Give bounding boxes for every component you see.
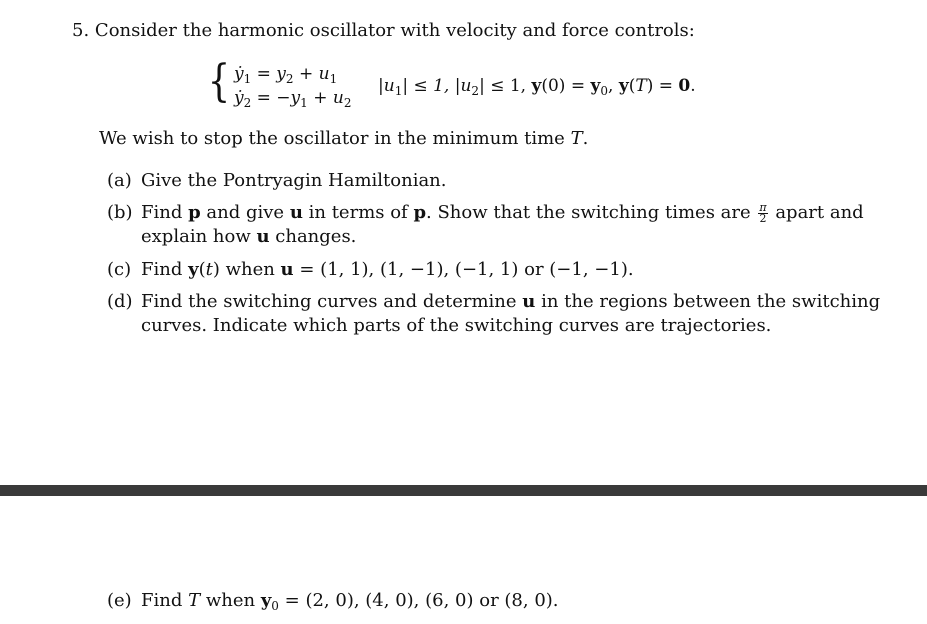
part-c-label: (c) <box>107 259 132 280</box>
part-b-label: (b) <box>107 202 133 223</box>
part-d-line-2: curves. Indicate which parts of the switching curves are trajectories. <box>141 315 772 336</box>
part-a-text: Give the Pontryagin Hamiltonian. <box>141 170 447 191</box>
system-brace: { <box>207 56 231 107</box>
problem-number: 5. <box>72 20 90 41</box>
goal-statement: We wish to stop the oscillator in the minimum time T. <box>99 128 589 149</box>
problem-intro <box>72 20 695 42</box>
part-e-text: Find T when $y_0 = (2$, 0), (4, 0), (6, 0) or (8, 0). <box>141 590 559 613</box>
part-d-line-1: Find the switching curves and determine u in the regions between the switching <box>141 291 881 312</box>
problem-intro-text: Consider the harmonic oscillator with velocity and force controls: <box>94 20 695 41</box>
part-a-label: (a) <box>107 170 132 191</box>
page-break-divider <box>0 485 927 496</box>
part-a <box>107 170 132 192</box>
pi-over-two-fraction: $\frac{\pi}{2}$ <box>759 200 767 225</box>
part-b-line-1: Find p and give u in terms of p. Show that the switching times are $\frac{\pi}{2}$ apart and <box>141 200 864 225</box>
constraints: $|u_1| \le 1$, $|u_2| \le 1$, $y(0) = y_0$, y(T) = 0. <box>378 76 696 98</box>
equation-line-2: ẏ$_2$ = $-y_1 + u_2$ <box>234 88 352 110</box>
equation-line-1: ẏ$_1$ = $y_2 + u_1$ <box>234 64 338 86</box>
part-c-text: Find y(t) when u = (1, 1), (1, −1), (−1, 1) or (−1, −1). <box>141 259 634 280</box>
part-e-label: (e) <box>107 590 132 611</box>
part-d-label: (d) <box>107 291 133 312</box>
part-b-line-2: explain how u changes. <box>141 226 357 247</box>
